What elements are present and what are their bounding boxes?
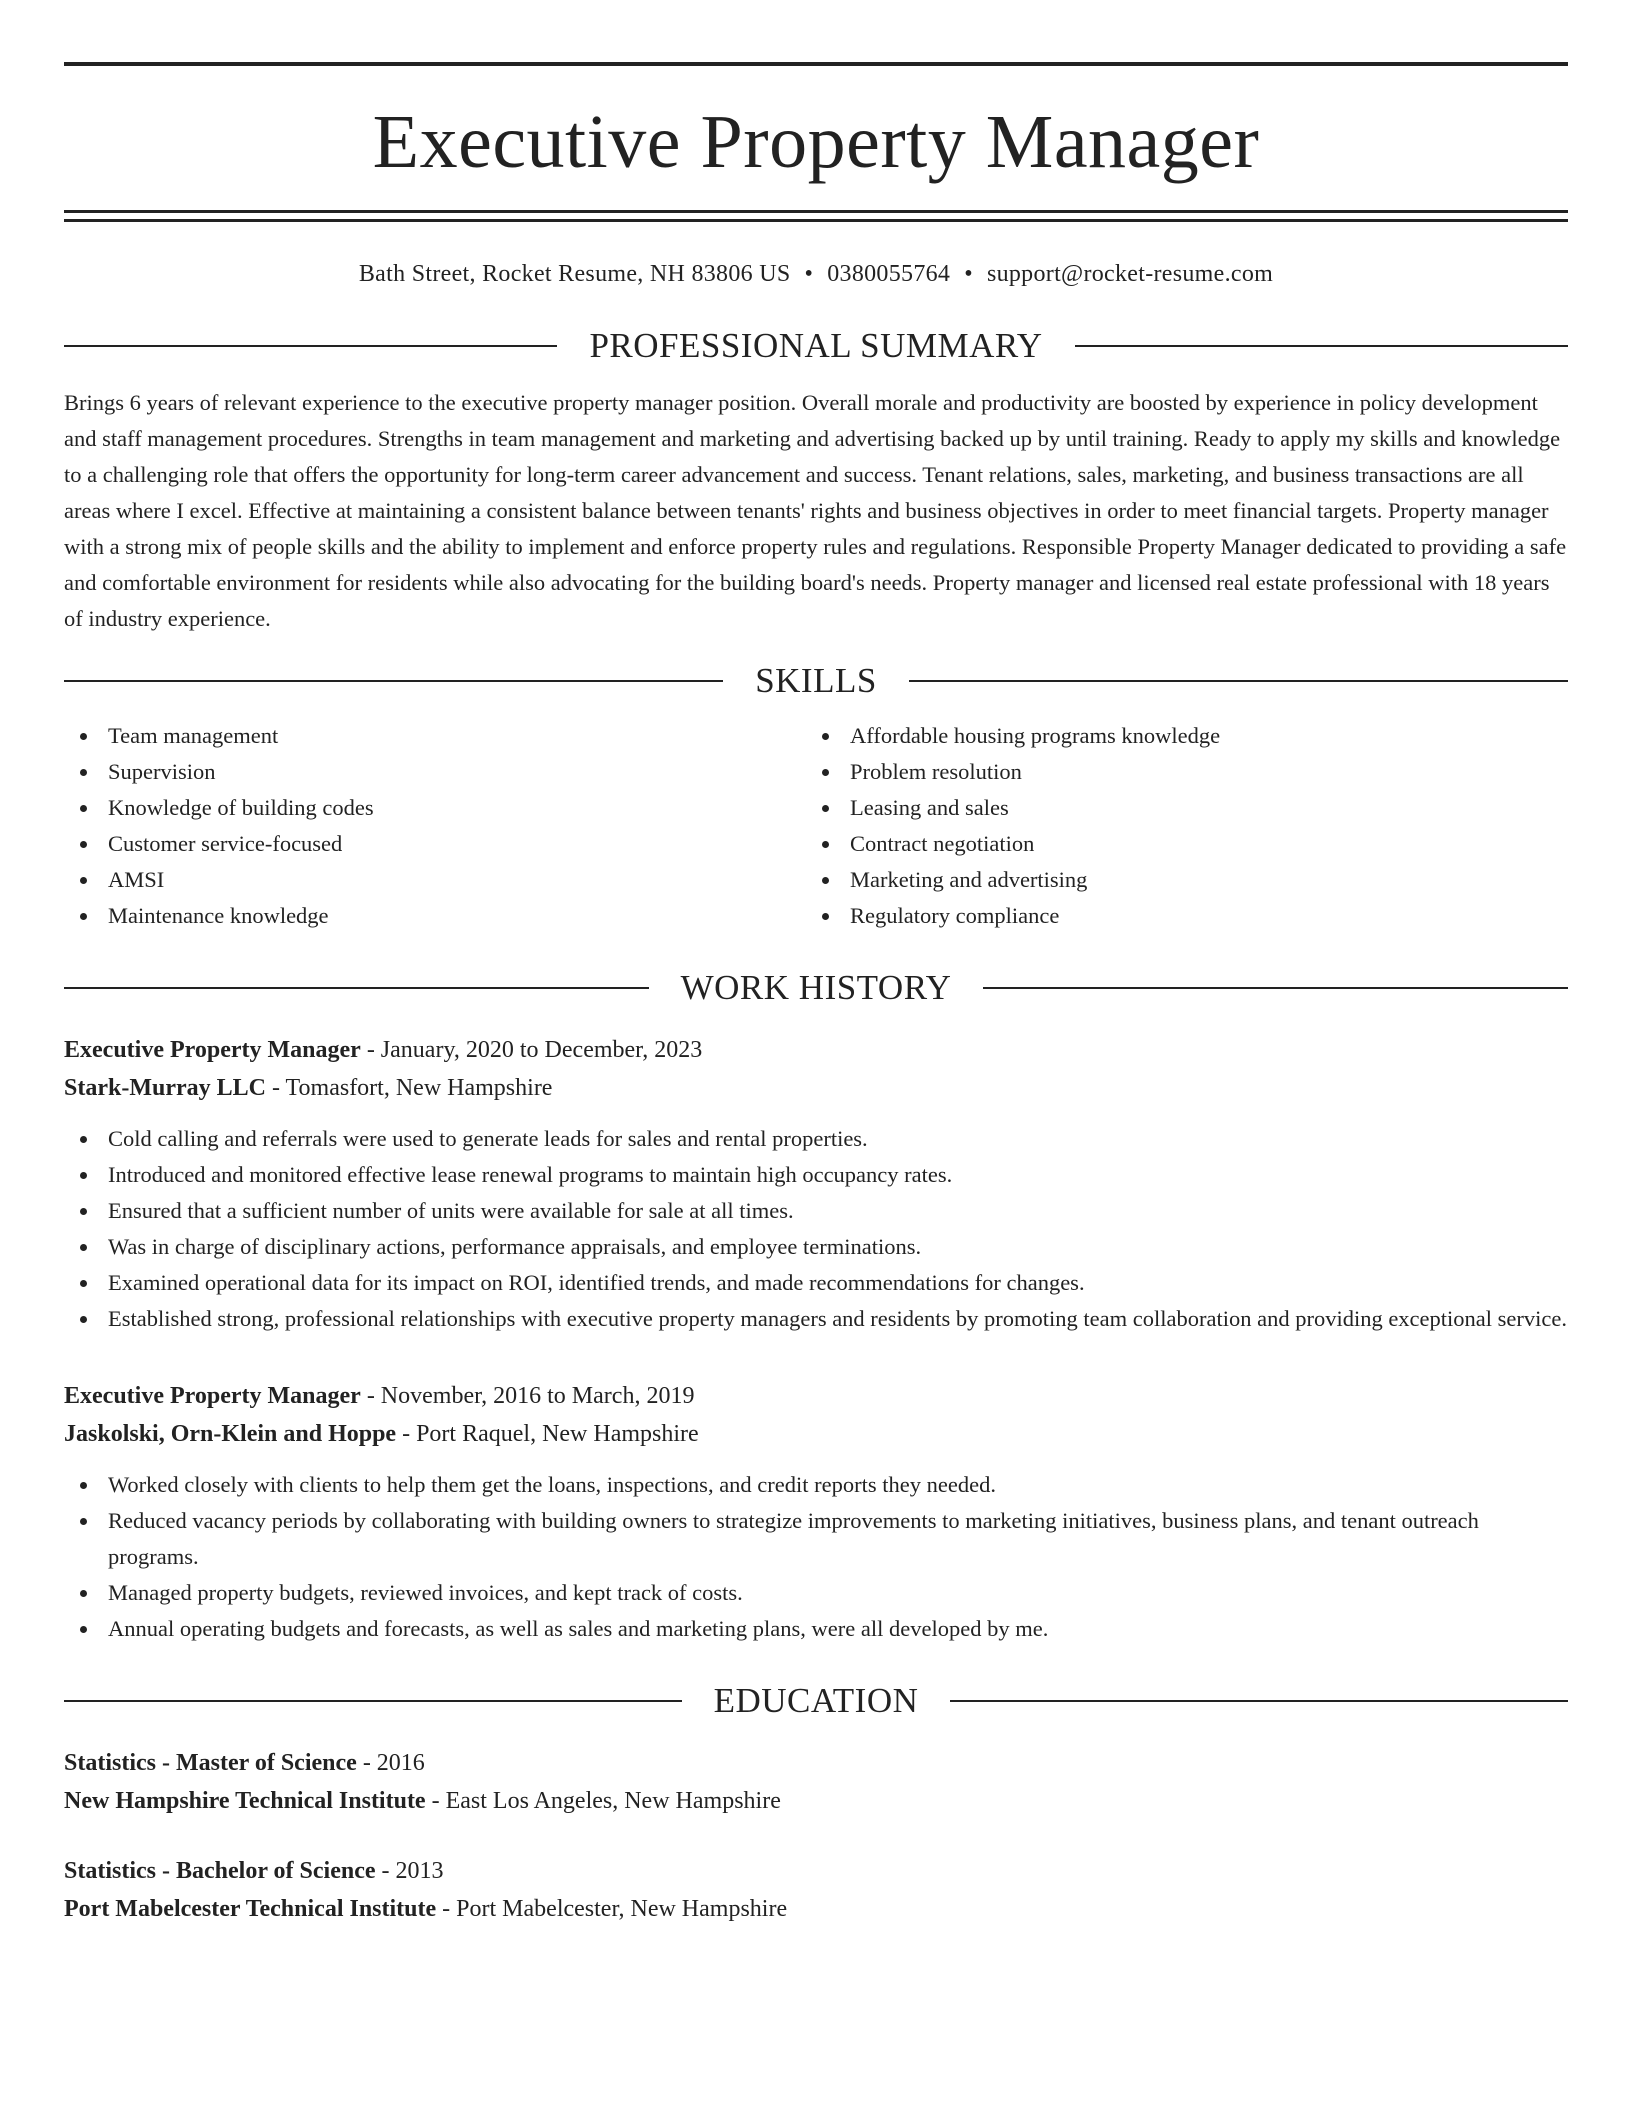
section-rule — [1075, 345, 1568, 347]
contact-address: Bath Street, Rocket Resume, NH 83806 US — [358, 261, 791, 287]
section-header-skills — [64, 663, 1568, 698]
education-location: - East Los Angeles, New Hampshire — [425, 1788, 781, 1814]
education-year: - 2016 — [356, 1750, 425, 1776]
skill-item: Marketing and advertising — [806, 862, 1568, 898]
education-degree-line — [64, 1852, 1568, 1890]
job-bullet: Worked closely with clients to help them get the loans, inspections, and credit reports they needed. — [64, 1467, 1568, 1503]
contact-email: support@rocket-resume.com — [986, 261, 1274, 287]
education-entry — [64, 1852, 1568, 1928]
job-role: Executive Property Manager — [64, 1383, 361, 1409]
job-bullets — [64, 1467, 1568, 1647]
education-degree-line — [64, 1744, 1568, 1782]
skills-column-right — [806, 718, 1568, 934]
education-school: New Hampshire Technical Institute — [64, 1788, 426, 1814]
skill-item: Affordable housing programs knowledge — [806, 718, 1568, 754]
skill-item: Maintenance knowledge — [64, 898, 806, 934]
job-title-line — [64, 1377, 1568, 1415]
job-company-line — [64, 1415, 1568, 1453]
section-header-work — [64, 970, 1568, 1005]
top-rule — [64, 62, 1568, 66]
job-bullet: Reduced vacancy periods by collaborating with building owners to strategize improvements to marketing initiatives, business plans, and tenant outreach programs. — [64, 1503, 1568, 1575]
job-location: - Tomasfort, New Hampshire — [265, 1075, 553, 1101]
skill-item: Knowledge of building codes — [64, 790, 806, 826]
education-school-line — [64, 1890, 1568, 1928]
name-double-rule — [64, 210, 1568, 222]
skill-item: Problem resolution — [806, 754, 1568, 790]
job-role: Executive Property Manager — [64, 1037, 361, 1063]
job-entry — [64, 1031, 1568, 1337]
contact-separator: • — [804, 261, 814, 287]
job-bullet: Introduced and monitored effective lease renewal programs to maintain high occupancy rates. — [64, 1157, 1568, 1193]
skills-list — [64, 718, 1568, 934]
section-title-skills: SKILLS — [755, 661, 877, 700]
skills-column-left — [64, 718, 806, 934]
contact-line — [64, 262, 1568, 286]
job-bullet: Cold calling and referrals were used to generate leads for sales and rental properties. — [64, 1121, 1568, 1157]
job-location: - Port Raquel, New Hampshire — [396, 1421, 699, 1447]
section-header-summary — [64, 328, 1568, 363]
job-bullet: Examined operational data for its impact on ROI, identified trends, and made recommendations for changes. — [64, 1265, 1568, 1301]
job-bullet: Ensured that a sufficient number of units were available for sale at all times. — [64, 1193, 1568, 1229]
job-bullet: Was in charge of disciplinary actions, performance appraisals, and employee terminations. — [64, 1229, 1568, 1265]
education-degree: Statistics - Bachelor of Science — [64, 1858, 376, 1884]
section-rule — [64, 345, 557, 347]
skill-item: Supervision — [64, 754, 806, 790]
summary-text: Brings 6 years of relevant experience to the executive property manager position. Overall morale and productivity are boosted by experience in policy development and staff management procedures. Strengths in team management and marketing and advertising backed up by until training. Ready to apply my skills and knowledge to a challenging role that offers the opportunity for long-term career advancement and success. Tenant relations, sales, marketing, and business transactions are all areas where I excel. Effective at maintaining a consistent balance between tenants' rights and business objectives in order to meet financial targets. Property manager with a strong mix of people skills and the ability to implement and enforce property rules and regulations. Responsible Property Manager dedicated to providing a safe and comfortable environment for residents while also advocating for the building board's needs. Property manager and licensed real estate professional with 18 years of industry experience. — [64, 390, 1567, 631]
job-dates: - November, 2016 to March, 2019 — [360, 1383, 695, 1409]
job-bullet: Established strong, professional relationships with executive property managers and residents by promoting team collaboration and providing exceptional service. — [64, 1301, 1568, 1337]
skill-item: Contract negotiation — [806, 826, 1568, 862]
section-title-summary: PROFESSIONAL SUMMARY — [589, 326, 1043, 365]
job-bullet: Annual operating budgets and forecasts, as well as sales and marketing plans, were all developed by me. — [64, 1611, 1568, 1647]
education-school: Port Mabelcester Technical Institute — [64, 1896, 437, 1922]
education-degree: Statistics - Master of Science — [64, 1750, 357, 1776]
job-company-line — [64, 1069, 1568, 1107]
skill-item: Regulatory compliance — [806, 898, 1568, 934]
section-rule — [909, 680, 1568, 682]
education-location: - Port Mabelcester, New Hampshire — [436, 1896, 788, 1922]
section-rule — [950, 1700, 1568, 1702]
job-dates: - January, 2020 to December, 2023 — [360, 1037, 703, 1063]
skill-item: Team management — [64, 718, 806, 754]
resume-name: Executive Property Manager — [372, 100, 1260, 184]
skill-item: AMSI — [64, 862, 806, 898]
section-header-education — [64, 1683, 1568, 1718]
skill-item: Customer service-focused — [64, 826, 806, 862]
education-year: - 2013 — [375, 1858, 444, 1884]
job-entry — [64, 1377, 1568, 1647]
job-company: Stark-Murray LLC — [64, 1075, 266, 1101]
section-rule — [64, 987, 649, 989]
job-bullets — [64, 1121, 1568, 1337]
job-title-line — [64, 1031, 1568, 1069]
section-rule — [983, 987, 1568, 989]
education-school-line — [64, 1782, 1568, 1820]
skill-item: Leasing and sales — [806, 790, 1568, 826]
section-title-work: WORK HISTORY — [680, 968, 952, 1007]
job-bullet: Managed property budgets, reviewed invoices, and kept track of costs. — [64, 1575, 1568, 1611]
contact-separator: • — [964, 261, 973, 287]
section-rule — [64, 1700, 682, 1702]
section-title-education: EDUCATION — [713, 1681, 919, 1720]
section-rule — [64, 680, 723, 682]
education-entry — [64, 1744, 1568, 1820]
contact-phone: 0380055764 — [827, 261, 951, 287]
job-company: Jaskolski, Orn-Klein and Hoppe — [64, 1421, 397, 1447]
